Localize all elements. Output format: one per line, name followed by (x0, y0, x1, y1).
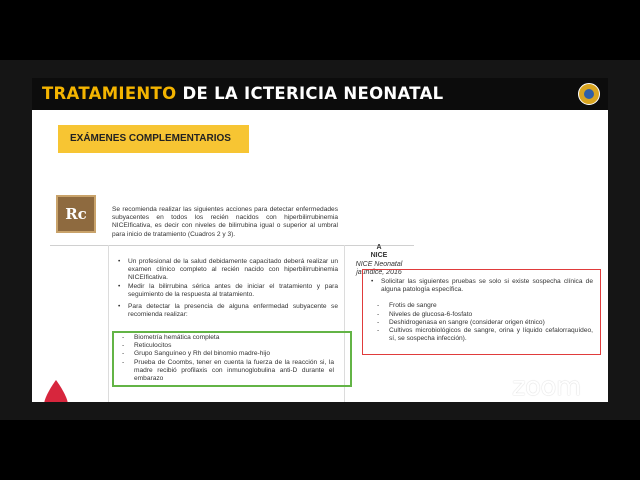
section-label: EXÁMENES COMPLEMENTARIOS (70, 133, 231, 144)
blood-drop-icon (41, 378, 71, 402)
list-item (371, 319, 593, 327)
specific-test-text: Niveles de glucosa-6-fosfato (389, 310, 473, 318)
dash-symbol: - (377, 318, 380, 326)
zoom-watermark: zoom (512, 372, 581, 402)
bullet-list (118, 258, 338, 319)
list-item (371, 278, 593, 294)
bullet-text: Medir la bilirrubina sérica antes de iniciar el tratamiento y para seguimiento de la respuesta al tratamiento. (128, 282, 338, 298)
slide-title-bar (32, 78, 608, 110)
bullet-symbol: • (118, 282, 121, 290)
specific-tests-content (371, 278, 593, 343)
list-item (118, 359, 334, 384)
sub-item-text: Grupo Sanguíneo y Rh del binomio madre-hijo (134, 350, 270, 358)
list-item (118, 283, 338, 299)
list-item (118, 350, 334, 358)
presentation-slide (32, 78, 608, 402)
dash-symbol: - (377, 310, 380, 318)
evidence-source: NICE (370, 252, 388, 260)
sub-item-list (118, 334, 334, 383)
slide-title-accent: TRATAMIENTO (42, 84, 177, 103)
sub-item-text: Reticulocitos (134, 342, 172, 350)
sub-item-text: Biometría hemática completa (134, 334, 220, 341)
rc-recommendation-icon (56, 195, 96, 233)
rc-label: Rc (65, 205, 87, 223)
video-stage (0, 60, 640, 420)
dash-symbol: - (377, 302, 380, 310)
slide-title-rest: DE LA ICTERICIA NEONATAL (182, 84, 444, 103)
dash-symbol: - (122, 334, 125, 341)
list-item (371, 302, 593, 310)
dash-symbol: - (122, 350, 125, 358)
list-item (118, 303, 338, 319)
bullet-symbol: • (118, 303, 121, 311)
specific-test-text: Deshidrogenasa en sangre (considerar origen étnico) (389, 318, 545, 326)
bullet-text: Para detectar la presencia de alguna enfermedad subyacente se recomienda realizar: (128, 303, 338, 319)
specific-test-text: Cultivos microbiológicos de sangre, orina y líquido cefalorraquídeo, sí, se sospecha infección). (389, 327, 593, 343)
bullet-text: Un profesional de la salud debidamente capacitado deberá realizar un examen clínico completo al recién nacido con hiperbilirrubinemia NICEIficativa. (128, 258, 338, 282)
evidence-grade: A (376, 244, 382, 251)
section-label-chip (58, 125, 249, 153)
list-item (371, 311, 593, 319)
specific-tests-intro: Solicitar las siguientes pruebas se solo si existe sospecha clínica de alguna patología específica. (381, 278, 593, 294)
dash-symbol: - (122, 358, 125, 366)
dash-symbol: - (122, 342, 125, 350)
specific-test-text: Frotis de sangre (389, 302, 437, 310)
bullet-symbol: • (118, 258, 121, 265)
list-item (118, 258, 338, 283)
table-column-divider-left (108, 245, 109, 402)
sub-item-text: Prueba de Coombs, tener en cuenta la fuerza de la reacción si, la madre recibió profilaxis con inmunoglobulina anti-D durante el embarazo (134, 358, 334, 383)
list-item (118, 342, 334, 350)
institution-logo-icon (578, 83, 600, 105)
slide-title (42, 84, 443, 103)
evidence-reference: NICE Neonatal jaundice, 2016 (355, 260, 403, 277)
specific-tests-box (362, 269, 601, 355)
dash-symbol: - (377, 327, 380, 335)
intro-paragraph: Se recomienda realizar las siguientes acciones para detectar enfermedades subyacentes en todos los recién nacidos con hiperbilirrubinemia NICEIficativa, es decir con niveles de bilirrubina igual o superior al umbral para inicio de tratamiento (Cuadros 2 y 3). (112, 206, 338, 238)
list-item (118, 334, 334, 342)
bullet-symbol: • (371, 278, 374, 285)
list-item (371, 327, 593, 343)
